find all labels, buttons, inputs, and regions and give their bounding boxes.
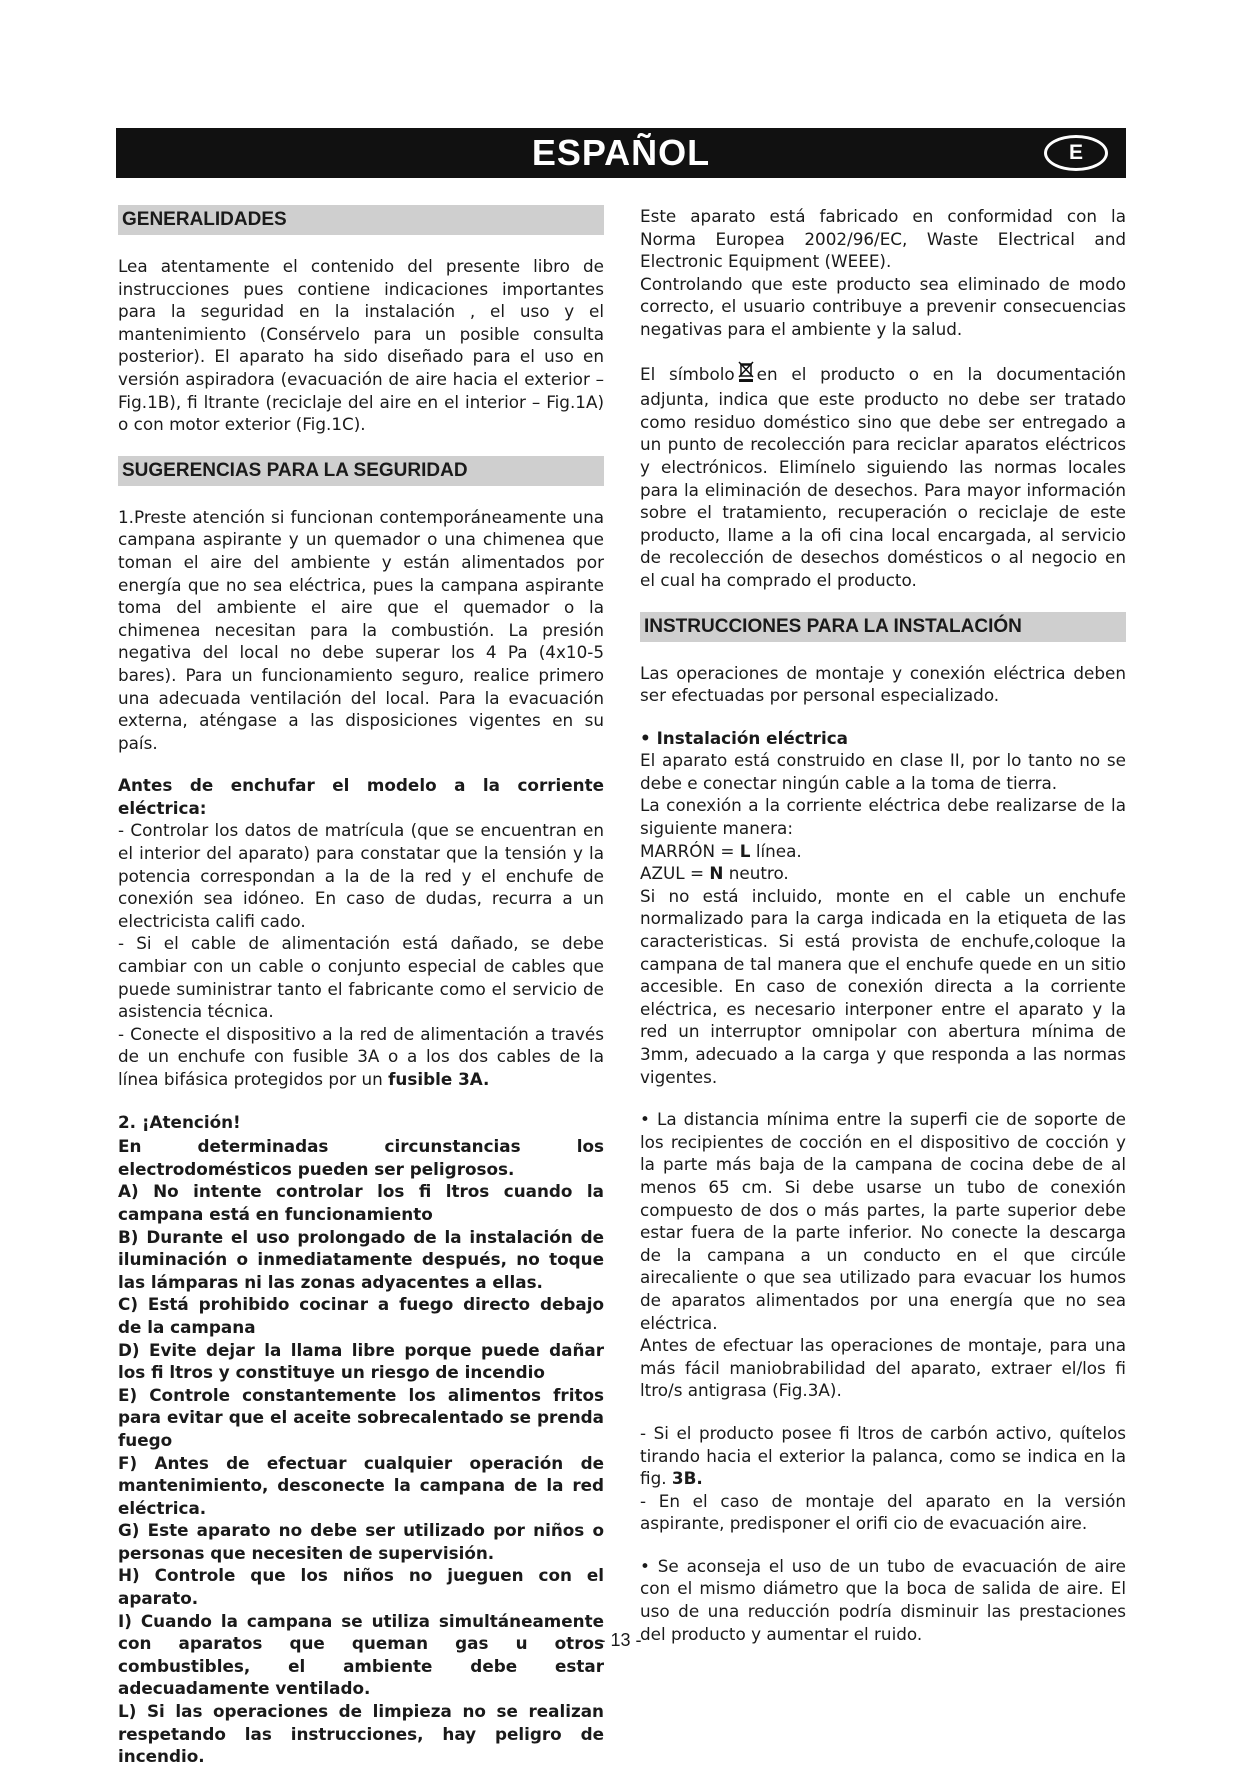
warning-item: A) No intente controlar los fi ltros cuando la campana está en funcionamiento	[118, 1181, 604, 1224]
warning-item: I) Cuando la campana se utiliza simultáneamente con aparatos que queman gas u otros combustibles, el ambiente debe estar adecuadamente ventilado.	[118, 1610, 604, 1699]
warning-item: G) Este aparato no debe ser utilizado por niños o personas que necesiten de supervisión.	[118, 1520, 604, 1563]
carbon-text: - Si el producto posee fi ltros de carbón activo, quítelos tirando hacia el exterior la palanca, como se indica en la fig.	[640, 1422, 1126, 1489]
warning-item: F) Antes de efectuar cualquier operación de mantenimiento, desconecte la campana de la red eléctrica.	[118, 1452, 604, 1518]
carbon-bold: 3B.	[671, 1468, 703, 1489]
carbon-paragraph	[640, 1422, 1126, 1490]
seguridad-paragraph: 1.Preste atención si funcionan contemporáneamente una campana aspirante y un quemador o una chimenea que toman el aire del ambiente y están alimentados por energía que no sea eléctrica, pues la campana aspirante toma del ambiente el aire que el quemador o la chimenea necesitan para la combustión. La presión negativa del local no debe superar los 4 Pa (4x10-5 bares). Para un funcionamiento seguro, realice primero una adecuada ventilación del local. Para la evacuación externa, aténgase a las disposiciones vigentes en su país.	[118, 506, 604, 753]
conecte-paragraph	[118, 1023, 604, 1091]
language-badge: E	[1044, 135, 1108, 171]
azul-letter: N	[709, 863, 724, 884]
antes-heading: Antes de enchufar el modelo a la corriente eléctrica:	[118, 775, 604, 818]
section-generalidades-heading: GENERALIDADES	[118, 205, 604, 235]
left-column	[118, 205, 604, 1768]
tubo-paragraph: • Se aconseja el uso de un tubo de evacuación de aire con el mismo diámetro que la boca de salida de aire. El uso de una reducción podría disminuir las prestaciones del producto y aumentar el ruido.	[640, 1555, 1126, 1644]
warning-item: H) Controle que los niños no jueguen con el aparato.	[118, 1565, 604, 1609]
banner-title: ESPAÑOL	[531, 132, 711, 173]
azul-value: neutro.	[728, 863, 789, 884]
warnings-block	[118, 1111, 604, 1768]
electrica-paragraph-2: La conexión a la corriente eléctrica debe realizarse de la siguiente manera:	[640, 795, 1126, 839]
warning-item: B) Durante el uso prolongado de la instalación de iluminación o inmediatamente después, no toque las lámparas ni las zonas adyacentes a ellas.	[118, 1226, 604, 1292]
azul-label: AZUL =	[640, 863, 705, 884]
electrica-paragraph-1: El aparato está construido en clase II, por lo tanto no se debe e conectar ningún cable a la toma de tierra.	[640, 750, 1126, 793]
simbolo-post: en el producto o en la documentación adjunta, indica que este producto no debe ser tratado como residuo doméstico sino que debe ser entregado a un punto de recolección para reciclar aparatos eléctricos y electrónicos. Elimínelo siguiendo las normas locales para la eliminación de desechos. Para mayor información sobre el tratamiento, recuperación o reciclaje de este producto, llame a la ofi cina local encargada, al servicio de recolección de desechos domésticos o al negocio en el cual ha comprado el producto.	[640, 363, 1127, 590]
antes-paragraph: - Controlar los datos de matrícula (que se encuentran en el interior del aparato) para constatar que la tensión y la potencia correspondan a la de la red y el enchufe de conexión sea idóneo. En caso de dudas, recurra a un electricista califi cado.	[118, 820, 604, 931]
warning-item: D) Evite dejar la llama libre porque puede dañar los fi ltros y constituye un riesgo de incendio	[118, 1339, 604, 1383]
simbolo-pre: El símbolo	[640, 363, 735, 384]
warning-item: L) Si las operaciones de limpieza no se realizan respetando las instrucciones, hay peligro de incendio.	[118, 1701, 604, 1767]
montaje-paragraph: - En el caso de montaje del aparato en la versión aspirante, predisponer el orifi cio de evacuación aire.	[640, 1490, 1126, 1534]
marron-value: línea.	[755, 840, 802, 861]
warning-item: E) Controle constantemente los alimentos fritos para evitar que el aceite sobrecalentado se prenda fuego	[118, 1384, 604, 1450]
crossed-bin-icon	[738, 361, 754, 389]
instalacion-paragraph: Las operaciones de montaje y conexión eléctrica deben ser efectuadas por personal especializado.	[640, 662, 1126, 706]
marron-line	[640, 840, 1126, 863]
warning-item: C) Está prohibido cocinar a fuego directo debajo de la campana	[118, 1294, 604, 1337]
azul-line	[640, 862, 1126, 885]
marron-label: MARRÓN =	[640, 840, 735, 861]
atencion-heading: 2. ¡Atención!	[118, 1111, 241, 1132]
conecte-text: - Conecte el dispositivo a la red de alimentación a través de un enchufe con fusible 3A o a los dos cables de la línea bifásica protegidos por un	[118, 1023, 604, 1089]
simbolo-paragraph	[640, 361, 1126, 592]
page-number: - 13 -	[599, 1630, 642, 1650]
weee-paragraph-1: Este aparato está fabricado en conformidad con la Norma Europea 2002/96/EC, Waste Electrical and Electronic Equipment (WEEE).	[640, 206, 1126, 272]
language-banner	[116, 128, 1126, 178]
marron-letter: L	[739, 840, 751, 861]
right-column	[640, 205, 1126, 1665]
warning-item: En determinadas circunstancias los electrodomésticos pueden ser peligrosos.	[118, 1136, 604, 1179]
cable-paragraph: - Si el cable de alimentación está dañado, se debe cambiar con un cable o conjunto especial de cables que puede suministrar tanto el fabricante como el servicio de asistencia técnica.	[118, 933, 604, 1022]
generalidades-paragraph: Lea atentamente el contenido del presente libro de instrucciones pues contiene indicaciones importantes para la seguridad en la instalación , el uso y el mantenimiento (Consérvelo para un posible consulta posterior). El aparato ha sido diseñado para el uso en versión aspiradora (evacuación de aire hacia el exterior – Fig.1B), fi ltrante (reciclaje del aire en el interior – Fig.1A) o con motor exterior (Fig.1C).	[118, 256, 604, 435]
section-seguridad-heading: SUGERENCIAS PARA LA SEGURIDAD	[118, 456, 604, 486]
section-instalacion-heading: INSTRUCCIONES PARA LA INSTALACIÓN	[640, 612, 1126, 642]
antes-montaje-paragraph: Antes de efectuar las operaciones de montaje, para una más fácil maniobrabilidad del aparato, extraer el/los fi ltro/s antigrasa (Fig.3A).	[640, 1335, 1126, 1401]
electrica-heading: • Instalación eléctrica	[640, 727, 848, 748]
weee-paragraph-2: Controlando que este producto sea eliminado de modo correcto, el usuario contribuye a prevenir consecuencias negativas para el ambiente y la salud.	[640, 273, 1126, 339]
distancia-paragraph: • La distancia mínima entre la superfi cie de soporte de los recipientes de cocción en el dispositivo de cocción y la parte más baja de la campana de cocina debe de al menos 65 cm. Si debe usarse un tubo de conexión compuesto de dos o más partes, la parte superior debe estar fuera de la parte inferior. No conecte la descarga de la campana a un conducto en el que circúle airecaliente o que sea utilizado para evacuar los humos de aparatos alimentados por una energía que no sea eléctrica.	[640, 1109, 1126, 1333]
fusible-bold: fusible 3A.	[388, 1069, 490, 1089]
enchufe-paragraph: Si no está incluido, monte en el cable un enchufe normalizado para la carga indicada en la etiqueta de las caracteristicas. Si está provista de enchufe,coloque la campana de tal manera que el enchufe quede en un sitio accesible. En caso de conexión directa a la corriente eléctrica, es necesario interponer entre el aparato y la red un interruptor omnipolar con abertura mínima de 3mm, adecuado a la carga y que responda a las normas vigentes.	[640, 885, 1126, 1087]
